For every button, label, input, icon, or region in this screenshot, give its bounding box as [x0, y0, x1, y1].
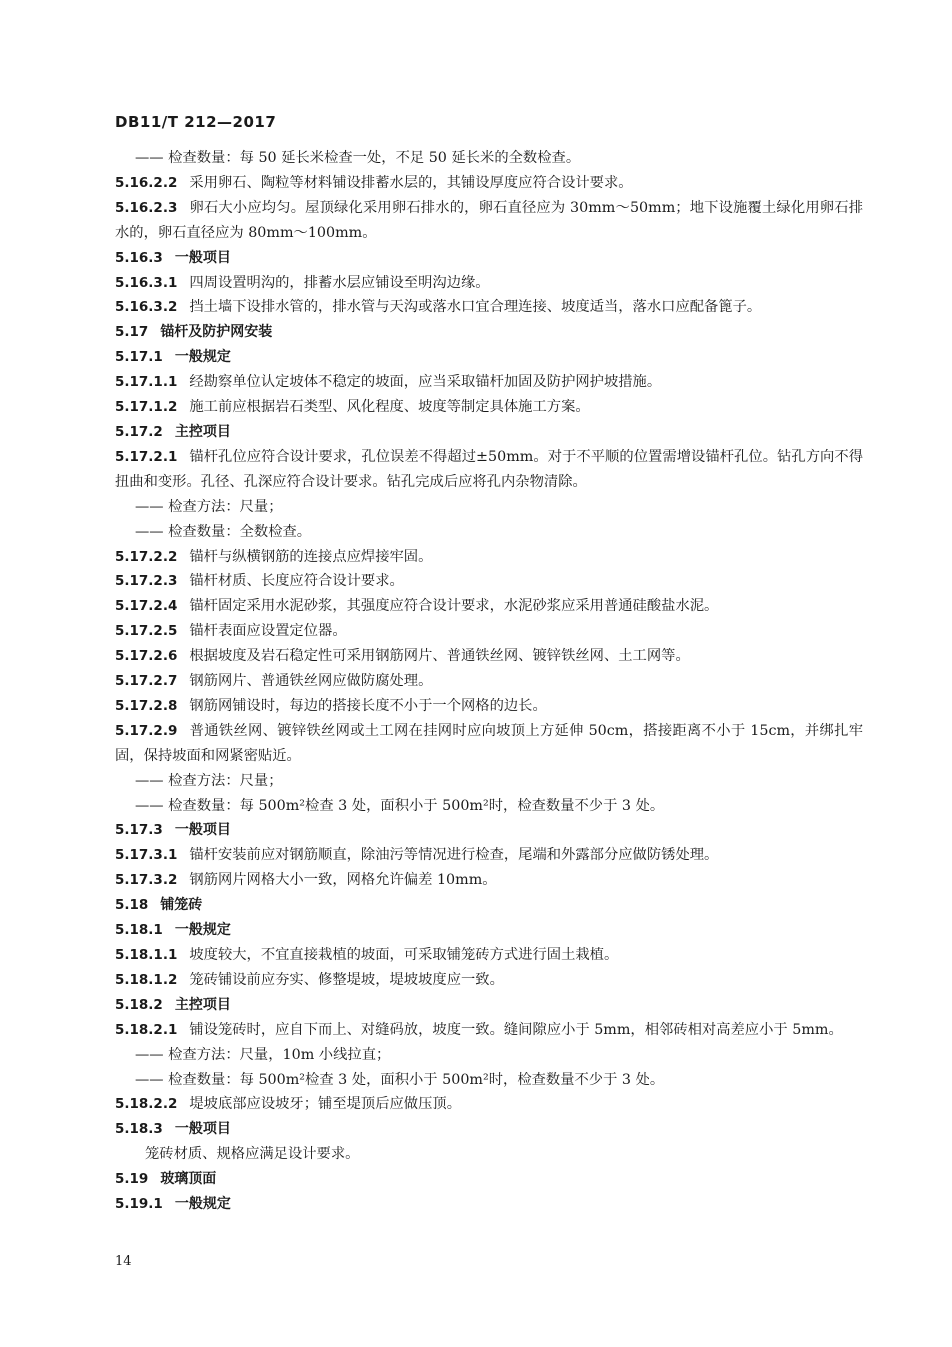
heading-text: 一般项目: [174, 1121, 231, 1138]
clause-number: 5.17.2.7: [115, 673, 178, 690]
clause-paragraph: [115, 868, 863, 893]
clause-paragraph: [115, 171, 863, 196]
paragraph-text: 卵石大小应均匀。屋顶绿化采用卵石排水的，卵石直径应为 30mm～50mm；地下设施覆土绿化用卵石排水的，卵石直径应为 80mm～100mm。: [115, 199, 863, 241]
heading-text: 铺笼砖: [160, 897, 203, 914]
clause-number: 5.16.3.2: [115, 299, 178, 316]
paragraph-text: —— 检查方法：尺量；: [135, 498, 283, 515]
document-standard-number: DB11/T 212—2017: [115, 113, 277, 131]
paragraph-text: 坡度较大，不宜直接栽植的坡面，可采取铺笼砖方式进行固土栽植。: [189, 947, 619, 963]
paragraph-text: 堤坡底部应设坡牙；铺至堤顶后应做压顶。: [189, 1096, 461, 1113]
clause-number: 5.17: [115, 324, 149, 341]
inspection-item: [115, 146, 863, 171]
clause-number: 5.16.3.1: [115, 274, 178, 291]
paragraph-text: 锚杆孔位应符合设计要求，孔位误差不得超过±50mm。对于不平顺的位置需增设锚杆孔位。钻孔方向不得扭曲和变形。孔径、孔深应符合设计要求。钻孔完成后应将孔内杂物清除。: [115, 448, 863, 490]
clause-number: 5.17.2.5: [115, 623, 178, 640]
clause-number: 5.17.2.1: [115, 448, 178, 465]
clause-paragraph: [115, 569, 863, 594]
paragraph-text: 挡土墙下设排水管的，排水管与天沟或落水口宜合理连接、坡度适当，落水口应配备篦子。: [189, 299, 762, 316]
heading-text: 一般项目: [174, 822, 231, 839]
inspection-item: [115, 1043, 863, 1068]
clause-number: 5.18.2: [115, 996, 163, 1013]
clause-paragraph: [115, 694, 863, 719]
clause-number: 5.16.2.3: [115, 199, 178, 216]
clause-paragraph: [115, 545, 863, 570]
section-heading: [115, 918, 863, 943]
paragraph-text: 施工前应根据岩石类型、风化程度、坡度等制定具体施工方案。: [189, 399, 590, 416]
body-paragraph: [115, 1142, 863, 1167]
clause-paragraph: [115, 395, 863, 420]
heading-text: 玻璃顶面: [160, 1171, 217, 1188]
paragraph-text: 笼砖材质、规格应满足设计要求。: [145, 1146, 360, 1163]
section-heading: [115, 320, 863, 345]
paragraph-text: 锚杆固定采用水泥砂浆，其强度应符合设计要求，水泥砂浆应采用普通硅酸盐水泥。: [189, 598, 719, 615]
clause-paragraph: [115, 644, 863, 669]
heading-text: 主控项目: [174, 423, 231, 440]
paragraph-text: 铺设笼砖时，应自下而上、对缝码放，坡度一致。缝间隙应小于 5mm，相邻砖相对高差应小于 5mm。: [189, 1021, 843, 1038]
page-number: 14: [115, 1254, 132, 1269]
clause-number: 5.16.3: [115, 249, 163, 266]
inspection-item: [115, 794, 863, 819]
section-heading: [115, 1192, 863, 1217]
section-heading: [115, 420, 863, 445]
clause-number: 5.16.2.2: [115, 174, 178, 191]
paragraph-text: —— 检查数量：全数检查。: [135, 523, 312, 540]
section-heading: [115, 345, 863, 370]
clause-number: 5.18.1.2: [115, 971, 178, 988]
heading-text: 一般规定: [174, 922, 231, 939]
paragraph-text: —— 检查数量：每 500m²检查 3 处，面积小于 500m²时，检查数量不少于 3 处。: [135, 1071, 665, 1088]
clause-paragraph: [115, 619, 863, 644]
clause-number: 5.18.2.1: [115, 1021, 178, 1038]
clause-number: 5.19.1: [115, 1196, 163, 1213]
inspection-item: [115, 495, 863, 520]
heading-text: 一般规定: [174, 349, 231, 366]
clause-number: 5.17.2: [115, 423, 163, 440]
paragraph-text: 锚杆材质、长度应符合设计要求。: [189, 573, 404, 590]
heading-text: 锚杆及防护网安装: [160, 324, 273, 341]
section-heading: [115, 893, 863, 918]
paragraph-text: —— 检查数量：每 500m²检查 3 处，面积小于 500m²时，检查数量不少于 3 处。: [135, 797, 665, 814]
clause-number: 5.17.2.4: [115, 598, 178, 615]
clause-paragraph: [115, 295, 863, 320]
heading-text: 一般规定: [174, 1196, 231, 1213]
clause-number: 5.17.2.9: [115, 722, 178, 739]
clause-paragraph: [115, 196, 863, 246]
clause-paragraph: [115, 445, 863, 495]
section-heading: [115, 246, 863, 271]
clause-paragraph: [115, 1092, 863, 1117]
clause-paragraph: [115, 1018, 863, 1043]
clause-number: 5.19: [115, 1171, 149, 1188]
paragraph-text: 钢筋网片、普通铁丝网应做防腐处理。: [189, 673, 433, 690]
clause-number: 5.17.3.2: [115, 872, 178, 889]
paragraph-text: 经勘察单位认定坡体不稳定的坡面，应当采取锚杆加固及防护网护坡措施。: [189, 374, 662, 391]
clause-paragraph: [115, 594, 863, 619]
section-heading: [115, 818, 863, 843]
clause-number: 5.17.3.1: [115, 847, 178, 864]
paragraph-text: 锚杆表面应设置定位器。: [189, 623, 347, 640]
clause-number: 5.17.1.1: [115, 374, 178, 391]
section-heading: [115, 1167, 863, 1192]
inspection-item: [115, 1068, 863, 1093]
clause-number: 5.17.2.8: [115, 697, 178, 714]
paragraph-text: —— 检查数量：每 50 延长米检查一处，不足 50 延长米的全数检查。: [135, 150, 581, 166]
paragraph-text: 采用卵石、陶粒等材料铺设排蓄水层的，其铺设厚度应符合设计要求。: [189, 174, 633, 191]
section-heading: [115, 1117, 863, 1142]
clause-paragraph: [115, 370, 863, 395]
paragraph-text: 四周设置明沟的，排蓄水层应铺设至明沟边缘。: [189, 274, 490, 291]
heading-text: 一般项目: [174, 249, 231, 266]
clause-paragraph: [115, 669, 863, 694]
clause-number: 5.17.2.6: [115, 648, 178, 665]
document-body: [115, 146, 863, 1217]
clause-paragraph: [115, 271, 863, 296]
clause-number: 5.17.1: [115, 349, 163, 366]
paragraph-text: —— 检查方法：尺量；: [135, 772, 283, 789]
inspection-item: [115, 769, 863, 794]
clause-paragraph: [115, 843, 863, 868]
paragraph-text: 笼砖铺设前应夯实、修整堤坡，堤坡坡度应一致。: [189, 971, 504, 988]
paragraph-text: 钢筋网片网格大小一致，网格允许偏差 10mm。: [189, 872, 497, 889]
inspection-item: [115, 520, 863, 545]
clause-paragraph: [115, 943, 863, 968]
paragraph-text: 根据坡度及岩石稳定性可采用钢筋网片、普通铁丝网、镀锌铁丝网、土工网等。: [189, 648, 690, 665]
clause-number: 5.18.1: [115, 922, 163, 939]
clause-number: 5.17.3: [115, 822, 163, 839]
paragraph-text: 普通铁丝网、镀锌铁丝网或土工网在挂网时应向坡顶上方延伸 50cm，搭接距离不小于 15cm，并绑扎牢固，保持坡面和网紧密贴近。: [115, 722, 863, 764]
paragraph-text: 钢筋网铺设时，每边的搭接长度不小于一个网格的边长。: [189, 697, 547, 714]
paragraph-text: —— 检查方法：尺量，10m 小线拉直；: [135, 1046, 391, 1063]
clause-paragraph: [115, 968, 863, 993]
clause-number: 5.18.2.2: [115, 1096, 178, 1113]
clause-number: 5.18.3: [115, 1121, 163, 1138]
clause-number: 5.18: [115, 897, 149, 914]
clause-number: 5.18.1.1: [115, 947, 178, 963]
section-heading: [115, 993, 863, 1018]
clause-number: 5.17.1.2: [115, 399, 178, 416]
clause-number: 5.17.2.2: [115, 548, 178, 565]
heading-text: 主控项目: [174, 996, 231, 1013]
paragraph-text: 锚杆安装前应对钢筋顺直，除油污等情况进行检查，尾端和外露部分应做防锈处理。: [189, 847, 719, 864]
paragraph-text: 锚杆与纵横钢筋的连接点应焊接牢固。: [189, 548, 433, 565]
clause-number: 5.17.2.3: [115, 573, 178, 590]
clause-paragraph: [115, 719, 863, 769]
